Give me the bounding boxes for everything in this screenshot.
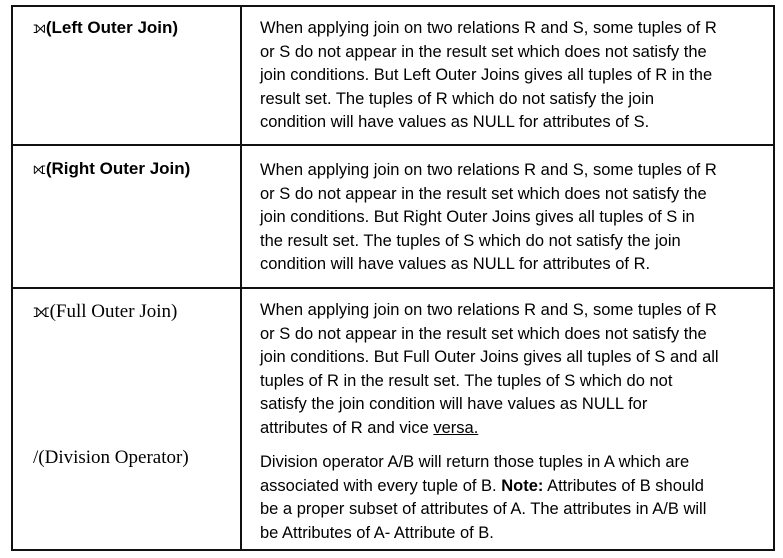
description-left-outer-join: When applying join on two relations R and S, some tuples of R or S do not appear in the result set which does not satisfy the join conditions. But Left Outer Joins gives all tuples of R in the result set. The tuples of R which do not satisfy the join condition will have values as NULL for attributes of S. (260, 19, 717, 132)
table-row-right-outer-join (13, 146, 773, 289)
term-division-operator: /(Division Operator) (33, 447, 189, 468)
full-outer-join-symbol-icon: ⟗ (33, 300, 50, 322)
term-left-outer-join: ⟕(Left Outer Join) (33, 18, 179, 38)
note-label: Note: (501, 476, 544, 495)
term-full-outer-join: ⟗(Full Outer Join) (33, 300, 178, 322)
table-row-full-outer-join-division (13, 289, 773, 551)
description-division-operator: Division operator A/B will return those tuples in A which are associated with every tuple of B. Note: Attributes of B should be a proper subset of attributes of A. The attributes in A/B will be Attributes of A- Attribute of B. (260, 453, 707, 542)
description-full-outer-join: When applying join on two relations R and S, some tuples of R or S do not appear in the result set which does not satisfy the join conditions. But Full Outer Joins gives all tuples of S and all tuples of R in the result set. The tuples of S which do not satisfy the join condition will have values as NULL for attributes of R and vice versa. (260, 301, 719, 437)
term-right-outer-join: ⟖(Right Outer Join) (33, 159, 191, 179)
operators-table (11, 5, 775, 551)
right-outer-join-symbol-icon: ⟖ (33, 159, 46, 179)
left-outer-join-symbol-icon: ⟕ (33, 18, 46, 38)
underlined-word: versa. (433, 418, 479, 437)
description-right-outer-join: When applying join on two relations R and S, some tuples of R or S do not appear in the result set which does not satisfy the join conditions. But Right Outer Joins gives all tuples of S in the result set. The tuples of S which do not satisfy the join condition will have values as NULL for attributes of R. (260, 161, 717, 274)
table-row-left-outer-join (13, 7, 773, 146)
